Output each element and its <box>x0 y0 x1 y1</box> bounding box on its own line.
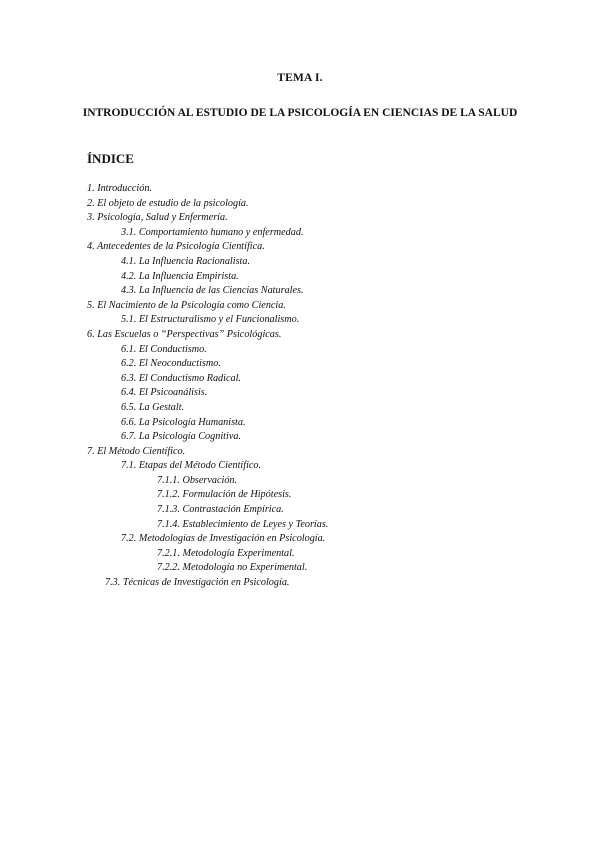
toc-item: 6. Las Escuelas o “Perspectivas” Psicológicas. <box>87 328 282 340</box>
toc-item: 3. Psicología, Salud y Enfermería. <box>87 212 228 224</box>
toc-subsubitem: 7.1.3. Contrastación Empírica. <box>157 504 284 516</box>
toc-subitem: 6.3. El Conductismo Radical. <box>121 372 241 384</box>
toc-subitem: 6.2. El Neoconductismo. <box>121 358 221 370</box>
toc-subitem: 5.1. El Estructuralismo y el Funcionalismo. <box>121 314 300 326</box>
toc-subitem: 7.3. Técnicas de Investigación en Psicología. <box>105 577 290 589</box>
toc-subitem: 4.3. La Influencia de las Ciencias Naturales. <box>121 285 304 297</box>
table-of-contents <box>0 182 600 591</box>
toc-subitem: 6.5. La Gestalt. <box>121 401 185 413</box>
toc-subsubitem: 7.1.4. Establecimiento de Leyes y Teorías. <box>157 518 329 530</box>
toc-subitem: 3.1. Comportamiento humano y enfermedad. <box>121 226 304 238</box>
document-title: INTRODUCCIÓN AL ESTUDIO DE LA PSICOLOGÍA EN CIENCIAS DE LA SALUD <box>82 107 518 119</box>
toc-subitem: 6.7. La Psicología Cognitiva. <box>121 431 241 443</box>
toc-item: 5. El Nacimiento de la Psicología como Ciencia. <box>87 299 286 311</box>
toc-subsubitem: 7.2.2. Metodología no Experimental. <box>157 562 308 574</box>
toc-subitem: 7.2. Metodologías de Investigación en Psicología. <box>121 533 326 545</box>
toc-item: 2. El objeto de estudio de la psicología. <box>87 197 249 209</box>
toc-item: 7. El Método Científico. <box>87 445 186 457</box>
toc-subitem: 4.1. La Influencia Racionalista. <box>121 255 251 267</box>
toc-subsubitem: 7.1.2. Formulación de Hipótesis. <box>157 489 292 501</box>
toc-item: 1. Introducción. <box>87 183 152 194</box>
index-heading: ÍNDICE <box>87 151 134 166</box>
toc-subsubitem: 7.2.1. Metodología Experimental. <box>157 547 295 559</box>
toc-subsubitem: 7.1.1. Observación. <box>157 474 238 486</box>
tema-heading: TEMA I. <box>277 72 323 84</box>
toc-subitem: 4.2. La Influencia Empirista. <box>121 270 239 282</box>
toc-subitem: 6.6. La Psicología Humanista. <box>121 416 246 428</box>
toc-subitem: 6.1. El Conductismo. <box>121 343 207 355</box>
toc-item: 4. Antecedentes de la Psicología Científica. <box>87 241 265 253</box>
toc-subitem: 7.1. Etapas del Método Científico. <box>121 460 262 472</box>
toc-subitem: 6.4. El Psicoanálisis. <box>121 387 208 399</box>
